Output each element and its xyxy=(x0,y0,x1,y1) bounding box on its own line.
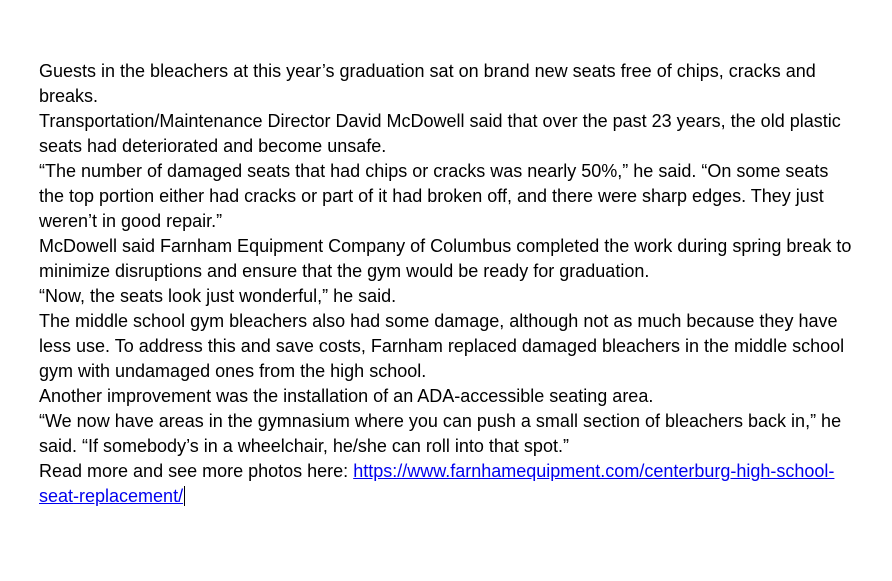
text-cursor xyxy=(184,486,185,506)
paragraph-2: Transportation/Maintenance Director David McDowell said that over the past 23 years, the old plastic seats had deteriorated and become unsafe. xyxy=(39,111,841,156)
read-more-text: Read more and see more photos here: xyxy=(39,461,354,481)
paragraph-4: McDowell said Farnham Equipment Company of Columbus completed the work during spring break to minimize disruptions and ensure that the gym would be ready for graduation. xyxy=(39,236,852,281)
read-more-link[interactable]: https://www.farnhamequipment.com/centerburg-high-school-seat-replacement/ xyxy=(39,461,835,506)
paragraph-5: “Now, the seats look just wonderful,” he said. xyxy=(39,286,397,306)
paragraph-6: The middle school gym bleachers also had some damage, although not as much because they have less use. To address this and save costs, Farnham replaced damaged bleachers in the middle school gym with undamaged ones from the high school. xyxy=(39,311,845,381)
paragraph-3: “The number of damaged seats that had chips or cracks was nearly 50%,” he said. “On some seats the top portion either had cracks or part of it had broken off, and there were sharp edges. They just weren’t in good repair.” xyxy=(39,161,829,231)
document-body xyxy=(39,59,854,509)
paragraph-8: “We now have areas in the gymnasium where you can push a small section of bleachers back in,” he said. “If somebody’s in a wheelchair, he/she can roll into that spot.” xyxy=(39,411,842,456)
paragraph-7: Another improvement was the installation of an ADA-accessible seating area. xyxy=(39,386,654,406)
read-more-paragraph xyxy=(39,459,854,509)
paragraph-1: Guests in the bleachers at this year’s graduation sat on brand new seats free of chips, cracks and breaks. xyxy=(39,61,816,106)
